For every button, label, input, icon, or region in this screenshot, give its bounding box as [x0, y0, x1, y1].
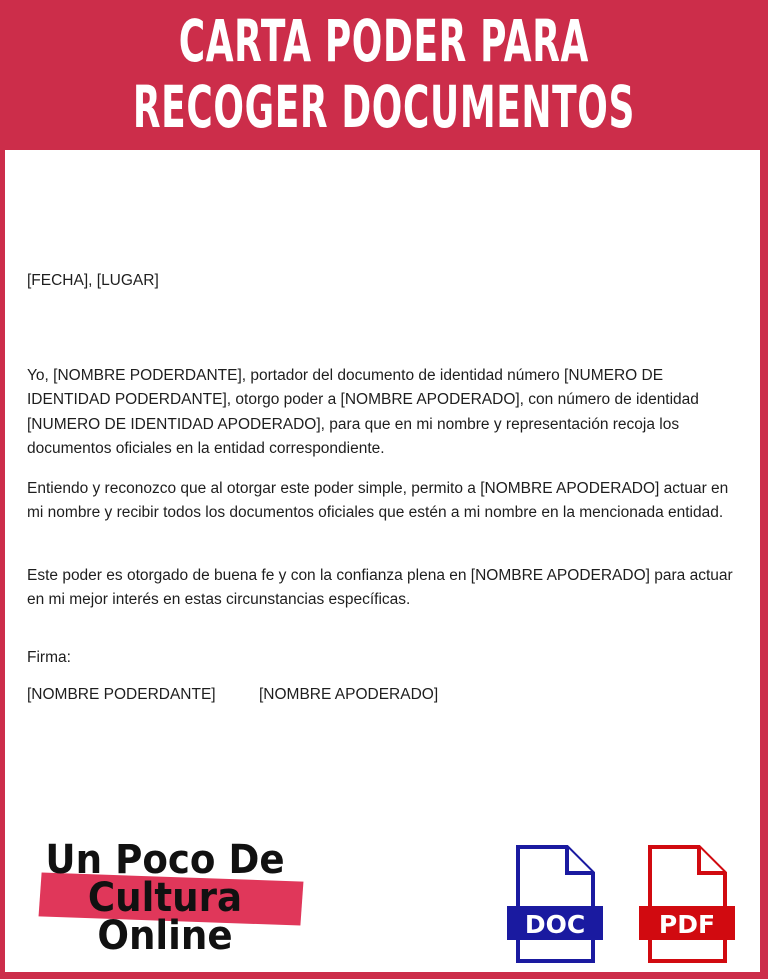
letter-paragraph-3: Este poder es otorgado de buena fe y con la confianza plena en [NOMBRE APODERADO] para actuar en mi mejor interés en estas circunstancias específicas. [27, 566, 733, 608]
logo-line-2: Cultura [87, 875, 243, 921]
svg-text:PDF: PDF [658, 910, 716, 939]
pdf-file-icon [637, 844, 737, 964]
date-place: [FECHA], [LUGAR] [27, 272, 159, 289]
letter-paragraph-2: Entiendo y reconozco que al otorgar este poder simple, permito a [NOMBRE APODERADO] actuar en mi nombre y recibir todos los documentos oficiales que estén a mi nombre en la mencionada entidad. [27, 479, 729, 521]
letter-paragraph-1: Yo, [NOMBRE PODERDANTE], portador del documento de identidad número [NUMERO DE IDENTIDAD PODERDANTE], otorgo poder a [NOMBRE APODERADO], con número de identidad [NUMERO DE IDENTIDAD APODERADO], para que en mi nombre y representación recoja los documentos oficiales en la entidad correspondiente. [27, 366, 699, 457]
signature-label: Firma: [27, 649, 71, 666]
site-logo[interactable] [30, 837, 300, 965]
download-doc-button[interactable] [505, 844, 605, 964]
logo-line-3: Online [97, 913, 233, 959]
logo-line-1: Un Poco De [45, 837, 285, 883]
page-title-line-2: RECOGER DOCUMENTOS [132, 73, 636, 141]
signatory-apoderado: [NOMBRE APODERADO] [259, 686, 439, 703]
download-pdf-button[interactable] [637, 844, 737, 964]
svg-text:DOC: DOC [524, 910, 586, 939]
letter-sheet [5, 150, 760, 972]
page-title-line-1: CARTA PODER PARA [178, 7, 590, 75]
title-banner [0, 0, 768, 148]
doc-file-icon [505, 844, 605, 964]
signatory-poderdante: [NOMBRE PODERDANTE] [27, 686, 216, 703]
